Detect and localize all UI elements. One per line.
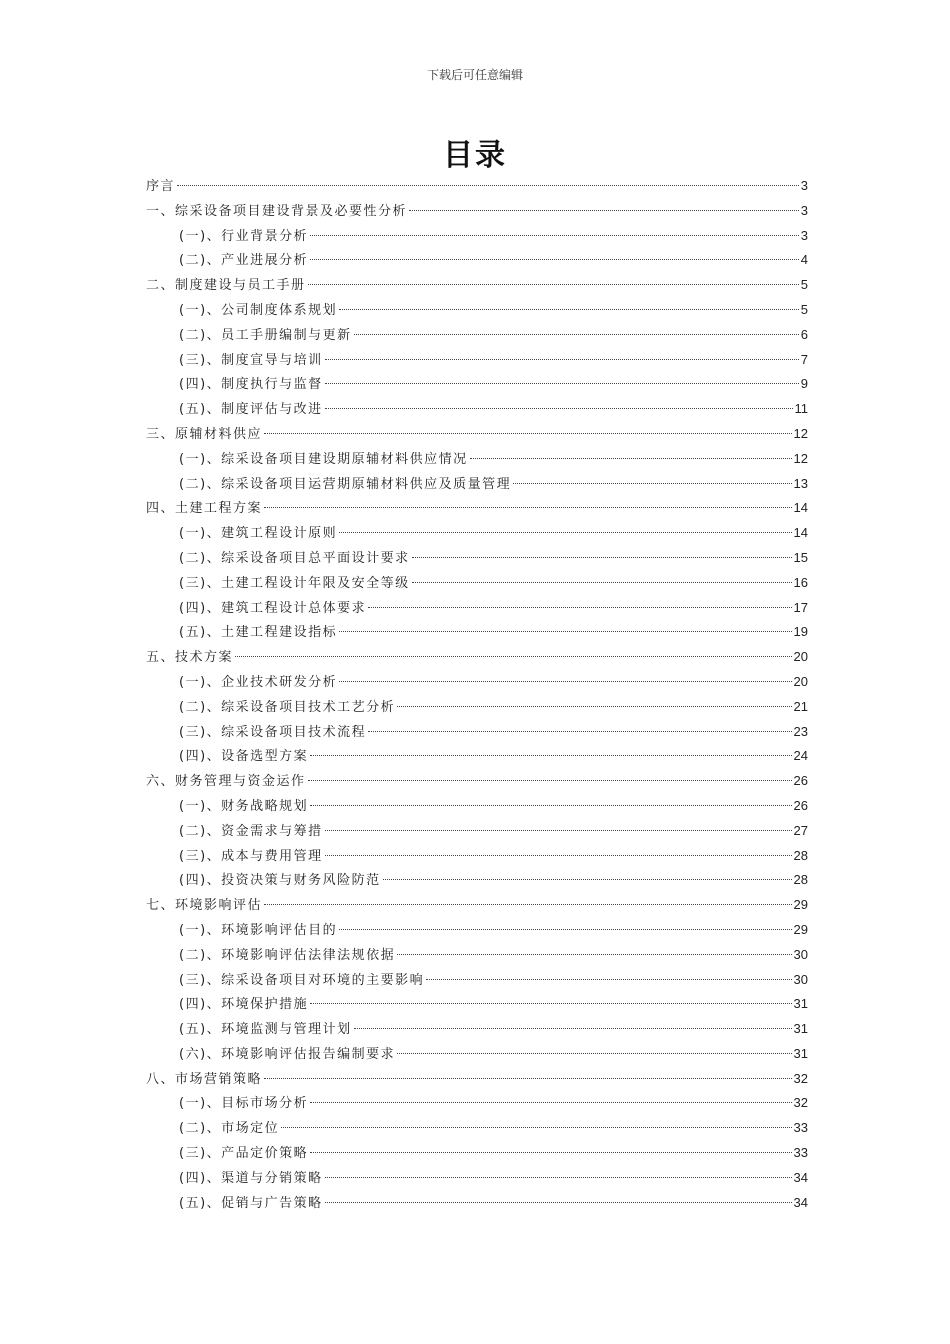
table-of-contents xyxy=(146,174,808,1215)
toc-subsection-entry[interactable] xyxy=(146,992,808,1017)
toc-page-number: 32 xyxy=(793,1095,808,1111)
toc-dot-leader xyxy=(310,755,791,756)
toc-entry-title: (六)、环境影响评估报告编制要求 xyxy=(179,1046,396,1062)
toc-subsection-entry[interactable] xyxy=(146,472,808,497)
toc-page-number: 14 xyxy=(793,525,808,541)
toc-section-entry[interactable] xyxy=(146,1067,808,1092)
toc-dot-leader xyxy=(310,1003,791,1004)
toc-entry-title: (三)、综采设备项目技术流程 xyxy=(179,724,367,740)
toc-dot-leader xyxy=(426,979,791,980)
toc-page-number: 21 xyxy=(793,698,808,714)
toc-entry-title: (二)、资金需求与筹措 xyxy=(179,823,323,839)
toc-dot-leader xyxy=(339,532,791,533)
toc-subsection-entry[interactable] xyxy=(146,447,808,472)
toc-section-entry[interactable] xyxy=(146,893,808,918)
toc-entry-title: (三)、产品定价策略 xyxy=(179,1146,309,1162)
toc-page-number: 11 xyxy=(794,401,808,417)
toc-dot-leader xyxy=(383,879,792,880)
toc-dot-leader xyxy=(397,1053,791,1054)
toc-dot-leader xyxy=(339,929,791,930)
toc-page-number: 31 xyxy=(793,1021,808,1037)
toc-section-entry[interactable] xyxy=(146,174,808,199)
toc-subsection-entry[interactable] xyxy=(146,720,808,745)
toc-page-number: 14 xyxy=(793,500,808,516)
toc-page-number: 5 xyxy=(800,277,808,293)
toc-section-entry[interactable] xyxy=(146,645,808,670)
toc-page-number: 26 xyxy=(793,797,808,813)
toc-page-number: 26 xyxy=(793,773,808,789)
toc-subsection-entry[interactable] xyxy=(146,943,808,968)
toc-subsection-entry[interactable] xyxy=(146,844,808,869)
toc-page-number: 29 xyxy=(793,897,808,913)
toc-page-number: 12 xyxy=(793,425,808,441)
toc-dot-leader xyxy=(264,507,792,508)
toc-dot-leader xyxy=(513,483,791,484)
toc-subsection-entry[interactable] xyxy=(146,1141,808,1166)
toc-entry-title: 八、市场营销策略 xyxy=(146,1071,263,1087)
toc-page-number: 32 xyxy=(793,1070,808,1086)
toc-subsection-entry[interactable] xyxy=(146,1091,808,1116)
toc-dot-leader xyxy=(264,904,792,905)
toc-dot-leader xyxy=(310,805,791,806)
toc-dot-leader xyxy=(325,359,799,360)
toc-subsection-entry[interactable] xyxy=(146,224,808,249)
toc-dot-leader xyxy=(308,780,792,781)
toc-dot-leader xyxy=(354,1028,792,1029)
toc-entry-title: (二)、综采设备项目运营期原辅材料供应及质量管理 xyxy=(179,476,512,492)
toc-subsection-entry[interactable] xyxy=(146,819,808,844)
toc-dot-leader xyxy=(310,1102,791,1103)
toc-page-number: 19 xyxy=(793,624,808,640)
toc-page-number: 31 xyxy=(793,1045,808,1061)
toc-entry-title: (一)、建筑工程设计原则 xyxy=(179,526,338,542)
toc-page-number: 6 xyxy=(800,326,808,342)
toc-entry-title: (一)、企业技术研发分析 xyxy=(179,674,338,690)
toc-entry-title: (二)、产业进展分析 xyxy=(179,253,309,269)
toc-entry-title: (一)、财务战略规划 xyxy=(179,798,309,814)
toc-page-number: 20 xyxy=(793,649,808,665)
toc-section-entry[interactable] xyxy=(146,273,808,298)
toc-dot-leader xyxy=(235,656,792,657)
toc-dot-leader xyxy=(339,631,791,632)
header-note: 下载后可任意编辑 xyxy=(426,68,523,82)
toc-dot-leader xyxy=(310,235,799,236)
toc-page-number: 29 xyxy=(793,921,808,937)
toc-subsection-entry[interactable] xyxy=(146,794,808,819)
toc-dot-leader xyxy=(264,1078,792,1079)
toc-entry-title: (四)、制度执行与监督 xyxy=(179,377,323,393)
toc-dot-leader xyxy=(325,855,792,856)
toc-page-number: 24 xyxy=(793,748,808,764)
toc-subsection-entry[interactable] xyxy=(146,1116,808,1141)
toc-entry-title: 七、环境影响评估 xyxy=(146,898,263,914)
toc-page-number: 16 xyxy=(793,574,808,590)
toc-entry-title: 序言 xyxy=(146,179,176,194)
toc-page-number: 34 xyxy=(793,1194,808,1210)
toc-entry-title: (五)、促销与广告策略 xyxy=(179,1195,323,1211)
toc-entry-title: 五、技术方案 xyxy=(146,650,234,666)
toc-entry-title: 三、原辅材料供应 xyxy=(146,426,263,442)
toc-subsection-entry[interactable] xyxy=(146,670,808,695)
toc-dot-leader xyxy=(310,1152,791,1153)
toc-dot-leader xyxy=(177,185,799,186)
toc-entry-title: (四)、渠道与分销策略 xyxy=(179,1170,323,1186)
toc-entry-title: (一)、环境影响评估目的 xyxy=(179,922,338,938)
toc-page-number: 3 xyxy=(800,178,808,193)
toc-page-number: 28 xyxy=(793,847,808,863)
toc-page-number: 33 xyxy=(793,1120,808,1136)
toc-dot-leader xyxy=(368,731,791,732)
toc-dot-leader xyxy=(412,582,792,583)
toc-entry-title: (五)、土建工程建设指标 xyxy=(179,625,338,641)
toc-dot-leader xyxy=(281,1127,791,1128)
toc-page-number: 30 xyxy=(793,971,808,987)
toc-entry-title: (四)、设备选型方案 xyxy=(179,749,309,765)
toc-entry-title: (五)、环境监测与管理计划 xyxy=(179,1022,352,1038)
toc-entry-title: 一、综采设备项目建设背景及必要性分析 xyxy=(146,203,408,219)
toc-page-number: 28 xyxy=(793,872,808,888)
toc-dot-leader xyxy=(409,210,799,211)
toc-dot-leader xyxy=(325,408,793,409)
toc-subsection-entry[interactable] xyxy=(146,323,808,348)
toc-subsection-entry[interactable] xyxy=(146,620,808,645)
toc-page-number: 15 xyxy=(793,549,808,565)
toc-entry-title: (二)、员工手册编制与更新 xyxy=(179,327,352,343)
toc-entry-title: (二)、综采设备项目技术工艺分析 xyxy=(179,699,396,715)
toc-entry-title: (四)、建筑工程设计总体要求 xyxy=(179,600,367,616)
toc-dot-leader xyxy=(339,309,799,310)
toc-dot-leader xyxy=(310,259,799,260)
toc-entry-title: (三)、综采设备项目对环境的主要影响 xyxy=(179,972,425,988)
toc-subsection-entry[interactable] xyxy=(146,521,808,546)
toc-entry-title: 二、制度建设与员工手册 xyxy=(146,278,306,294)
page-title: 目录 xyxy=(443,138,507,173)
toc-section-entry[interactable] xyxy=(146,199,808,224)
toc-section-entry[interactable] xyxy=(146,422,808,447)
toc-dot-leader xyxy=(470,458,792,459)
toc-subsection-entry[interactable] xyxy=(146,248,808,273)
toc-dot-leader xyxy=(325,830,792,831)
toc-page-number: 7 xyxy=(800,351,808,367)
toc-dot-leader xyxy=(325,1202,792,1203)
toc-dot-leader xyxy=(397,954,791,955)
toc-page-number: 9 xyxy=(800,376,808,392)
toc-entry-title: (三)、制度宣导与培训 xyxy=(179,352,323,368)
toc-dot-leader xyxy=(325,1177,792,1178)
toc-subsection-entry[interactable] xyxy=(146,546,808,571)
toc-subsection-entry[interactable] xyxy=(146,1191,808,1216)
toc-subsection-entry[interactable] xyxy=(146,968,808,993)
toc-subsection-entry[interactable] xyxy=(146,372,808,397)
toc-entry-title: (四)、环境保护措施 xyxy=(179,997,309,1013)
toc-entry-title: (四)、投资决策与财务风险防范 xyxy=(179,873,381,889)
toc-entry-title: (一)、行业背景分析 xyxy=(179,228,309,244)
toc-entry-title: 四、土建工程方案 xyxy=(146,501,263,517)
toc-dot-leader xyxy=(339,681,791,682)
toc-page-number: 3 xyxy=(800,202,808,218)
toc-dot-leader xyxy=(264,433,792,434)
toc-subsection-entry[interactable] xyxy=(146,744,808,769)
toc-section-entry[interactable] xyxy=(146,769,808,794)
toc-entry-title: (一)、公司制度体系规划 xyxy=(179,302,338,318)
toc-page-number: 20 xyxy=(793,673,808,689)
toc-subsection-entry[interactable] xyxy=(146,397,808,422)
toc-entry-title: (一)、综采设备项目建设期原辅材料供应情况 xyxy=(179,451,468,467)
toc-subsection-entry[interactable] xyxy=(146,298,808,323)
toc-page-number: 5 xyxy=(800,301,808,317)
toc-subsection-entry[interactable] xyxy=(146,596,808,621)
toc-dot-leader xyxy=(325,383,799,384)
toc-dot-leader xyxy=(397,706,791,707)
toc-page-number: 31 xyxy=(793,996,808,1012)
toc-dot-leader xyxy=(354,334,799,335)
toc-subsection-entry[interactable] xyxy=(146,1017,808,1042)
toc-entry-title: (二)、环境影响评估法律法规依据 xyxy=(179,947,396,963)
toc-entry-title: (一)、目标市场分析 xyxy=(179,1096,309,1112)
toc-page-number: 4 xyxy=(800,252,808,268)
toc-entry-title: (五)、制度评估与改进 xyxy=(179,402,323,418)
toc-page-number: 13 xyxy=(793,475,808,491)
toc-entry-title: (三)、成本与费用管理 xyxy=(179,848,323,864)
toc-dot-leader xyxy=(308,284,799,285)
toc-subsection-entry[interactable] xyxy=(146,1166,808,1191)
toc-page-number: 3 xyxy=(800,227,808,243)
toc-page-number: 30 xyxy=(793,946,808,962)
toc-entry-title: (二)、市场定位 xyxy=(179,1121,280,1137)
toc-subsection-entry[interactable] xyxy=(146,1042,808,1067)
toc-subsection-entry[interactable] xyxy=(146,868,808,893)
toc-subsection-entry[interactable] xyxy=(146,348,808,373)
toc-page-number: 17 xyxy=(793,599,808,615)
toc-page-number: 33 xyxy=(793,1145,808,1161)
toc-entry-title: (二)、综采设备项目总平面设计要求 xyxy=(179,550,410,566)
toc-page-number: 34 xyxy=(793,1169,808,1185)
toc-section-entry[interactable] xyxy=(146,496,808,521)
toc-dot-leader xyxy=(368,607,791,608)
toc-subsection-entry[interactable] xyxy=(146,918,808,943)
toc-subsection-entry[interactable] xyxy=(146,695,808,720)
toc-dot-leader xyxy=(412,557,792,558)
toc-entry-title: (三)、土建工程设计年限及安全等级 xyxy=(179,575,410,591)
toc-page-number: 23 xyxy=(793,723,808,739)
toc-page-number: 12 xyxy=(793,450,808,466)
toc-page-number: 27 xyxy=(793,822,808,838)
toc-entry-title: 六、财务管理与资金运作 xyxy=(146,774,306,790)
toc-subsection-entry[interactable] xyxy=(146,571,808,596)
